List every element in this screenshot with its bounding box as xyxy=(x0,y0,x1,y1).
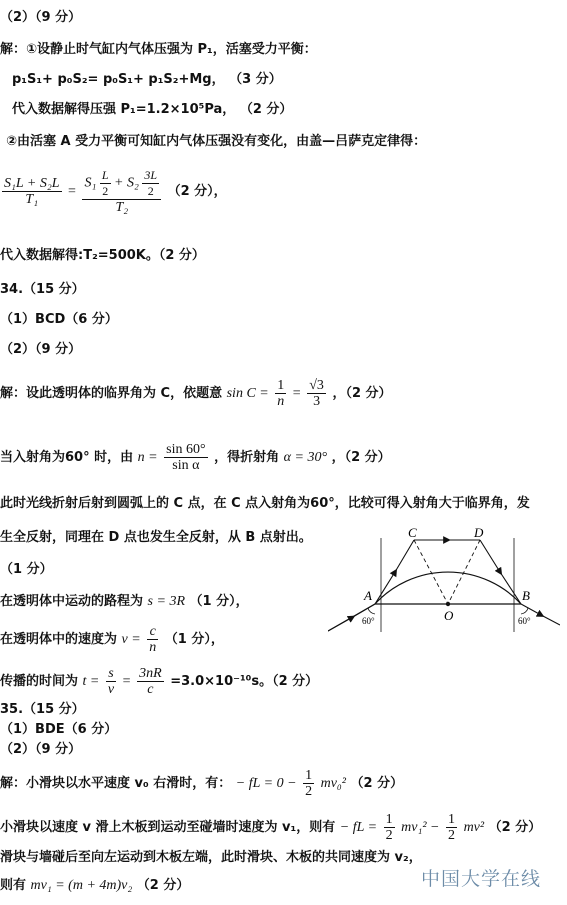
formula-momentum: mv₁ = (m + 4m)v₂ xyxy=(30,878,133,893)
line-q35-part1: （1）BDE（6 分） xyxy=(0,722,118,737)
frac-denominator: 2 xyxy=(147,184,154,198)
frac-numerator: L xyxy=(101,168,109,182)
semicircle-arc xyxy=(375,572,521,604)
formula-t-lhs: t = xyxy=(82,674,100,689)
text: 在透明体中运动的路程为 xyxy=(0,594,144,609)
score-note: （1 分）， xyxy=(164,632,224,647)
text: 在透明体中的速度为 xyxy=(0,632,118,647)
formula-mid: mv₁² − xyxy=(401,820,440,835)
ray-d-to-b xyxy=(480,540,521,604)
fraction-3nr-over-c xyxy=(137,666,164,697)
frac-numerator xyxy=(82,168,161,200)
score-note: ，（2 分） xyxy=(332,386,392,401)
optics-diagram xyxy=(328,528,560,640)
line-part2-header: （2）（9 分） xyxy=(0,10,82,25)
fraction-half xyxy=(446,812,457,843)
score-note: （2 分） xyxy=(350,776,404,791)
text: 则有 xyxy=(0,878,27,893)
fraction-l-over-2 xyxy=(100,168,111,199)
formula-sinc-lhs: sin C = xyxy=(226,386,269,401)
frac-denominator: 3 xyxy=(313,394,321,409)
line-pressure-result: 代入数据解得压强 P₁=1.2×10⁵Pa， （2 分） xyxy=(12,102,293,117)
frac-denominator: sin α xyxy=(172,458,200,473)
fraction-half xyxy=(303,768,314,799)
score-note: （2 分）， xyxy=(167,184,227,199)
line-gay-lussac-intro: ②由活塞 A 受力平衡可知缸内气体压强没有变化，由盖—吕萨克定律得： xyxy=(6,134,427,149)
fraction-sqrt3-over-3 xyxy=(307,378,326,409)
frac-denominator: 2 xyxy=(448,828,456,843)
line-critical-angle xyxy=(0,378,392,409)
fraction-1-over-n xyxy=(275,378,286,409)
frac-numerator: 1 xyxy=(305,768,313,783)
text: ，得折射角 xyxy=(214,450,280,465)
fraction-half xyxy=(384,812,395,843)
line-q34-header: 34.（15 分） xyxy=(0,282,85,297)
frac-numerator: S₁L + S₂L xyxy=(4,176,60,191)
formula-lhs: − fL = xyxy=(339,820,378,835)
text: 小滑块以速度 v 滑上木板到运动至碰墙时速度为 v₁，则有 xyxy=(0,820,336,835)
term-s2: + S₂ xyxy=(114,175,139,191)
line-energy-0 xyxy=(0,768,403,799)
line-q34-part2: （2）（9 分） xyxy=(0,342,82,357)
frac-numerator: 3nR xyxy=(139,666,162,681)
term-s1: S₁ xyxy=(84,175,97,191)
frac-numerator: 3L xyxy=(144,168,158,182)
frac-denominator: c xyxy=(147,682,154,697)
center-point xyxy=(446,602,450,606)
frac-numerator: c xyxy=(147,624,158,640)
text: 解：小滑块以水平速度 v₀ 右滑时，有： xyxy=(0,776,232,791)
equals-sign: = xyxy=(122,674,131,689)
line-time xyxy=(0,666,318,697)
text: 当入射角为60° 时，由 xyxy=(0,450,134,465)
line-q35-part2: （2）（9 分） xyxy=(0,742,82,757)
frac-numerator: √3 xyxy=(309,378,324,393)
label-b: B xyxy=(522,588,530,603)
formula-rhs: mv₀² xyxy=(320,776,346,791)
fraction-3l-over-2 xyxy=(142,168,159,199)
fraction-sin60-over-sinalpha xyxy=(164,442,207,473)
line-q34-part1: （1）BCD（6 分） xyxy=(0,312,118,327)
line-score-1: （1 分） xyxy=(0,562,53,577)
score-note: =3.0×10⁻¹⁰s。（2 分） xyxy=(170,674,319,689)
line-q35-header: 35.（15 分） xyxy=(0,702,85,717)
frac-numerator: 1 xyxy=(448,812,456,827)
frac-numerator: sin 60° xyxy=(166,442,206,457)
label-angle-right: 60° xyxy=(518,616,531,626)
score-note: （1 分）， xyxy=(189,594,249,609)
fraction-c-over-n xyxy=(147,624,158,655)
formula-path: s = 3R xyxy=(147,594,185,609)
line-force-equation: p₁S₁+ p₀S₂= p₀S₁+ p₁S₂+Mg， （3 分） xyxy=(12,72,282,87)
fraction-left xyxy=(2,176,62,207)
frac-denominator: 2 xyxy=(385,828,393,843)
line-total-reflection-2: 生全反射，同理在 D 点也发生全反射，从 B 点射出。 xyxy=(0,530,312,545)
fraction-right xyxy=(82,168,161,215)
frac-denominator: 2 xyxy=(305,784,313,799)
frac-numerator: 1 xyxy=(277,378,285,393)
label-a: A xyxy=(364,588,372,603)
label-angle-left: 60° xyxy=(362,616,375,626)
line-solution-1: 解：①设静止时气缸内气体压强为 P₁，活塞受力平衡： xyxy=(0,42,317,57)
watermark: 中国大学在线 xyxy=(420,868,541,890)
equals-sign: = xyxy=(292,386,301,401)
line-energy-1 xyxy=(0,812,541,843)
frac-numerator: s xyxy=(106,666,116,682)
text: 传播的时间为 xyxy=(0,674,79,689)
score-note: ，（2 分） xyxy=(331,450,391,465)
line-total-reflection-1: 此时光线折射后射到圆弧上的 C 点，在 C 点入射角为60°，比较可得入射角大于临界角，发 xyxy=(0,496,530,511)
line-temperature-result: 代入数据解得:T₂=500K。（2 分） xyxy=(0,248,205,263)
line-momentum xyxy=(0,878,189,894)
formula-angle: α = 30° xyxy=(283,450,328,465)
line-refraction xyxy=(0,442,391,473)
frac-denominator: n xyxy=(277,394,285,409)
frac-numerator: 1 xyxy=(385,812,393,827)
text: 解：设此透明体的临界角为 C，依题意 xyxy=(0,386,223,401)
frac-denominator: T₁ xyxy=(25,192,39,207)
gay-lussac-formula: $\frac{\text{S₁L + S₂L}}{\text{T₁}}$ = S₁ $\frac{L}{2}$ + S₂ $\frac{3L}{2}$ T₂ （2 分）， xyxy=(4,168,227,215)
score-note: （2 分） xyxy=(488,820,542,835)
label-d: D xyxy=(474,528,484,540)
formula-v-lhs: v = xyxy=(121,632,141,647)
formula-n-lhs: n = xyxy=(137,450,158,465)
frac-denominator: T₂ xyxy=(115,200,129,215)
line-path-length xyxy=(0,594,249,610)
frac-denominator: 2 xyxy=(102,184,109,198)
frac-denominator: v xyxy=(107,682,115,697)
line-collision: 滑块与墙碰后至向左运动到木板左端，此时滑块、木板的共同速度为 v₂， xyxy=(0,850,422,865)
line-speed xyxy=(0,624,224,655)
label-c: C xyxy=(408,528,417,540)
fraction-s-over-v xyxy=(106,666,116,697)
formula-rhs: mv² xyxy=(463,820,485,835)
score-note: （2 分） xyxy=(136,878,190,893)
label-o: O xyxy=(444,608,454,623)
frac-denominator: n xyxy=(149,640,157,655)
formula-lhs: − fL = 0 − xyxy=(235,776,297,791)
